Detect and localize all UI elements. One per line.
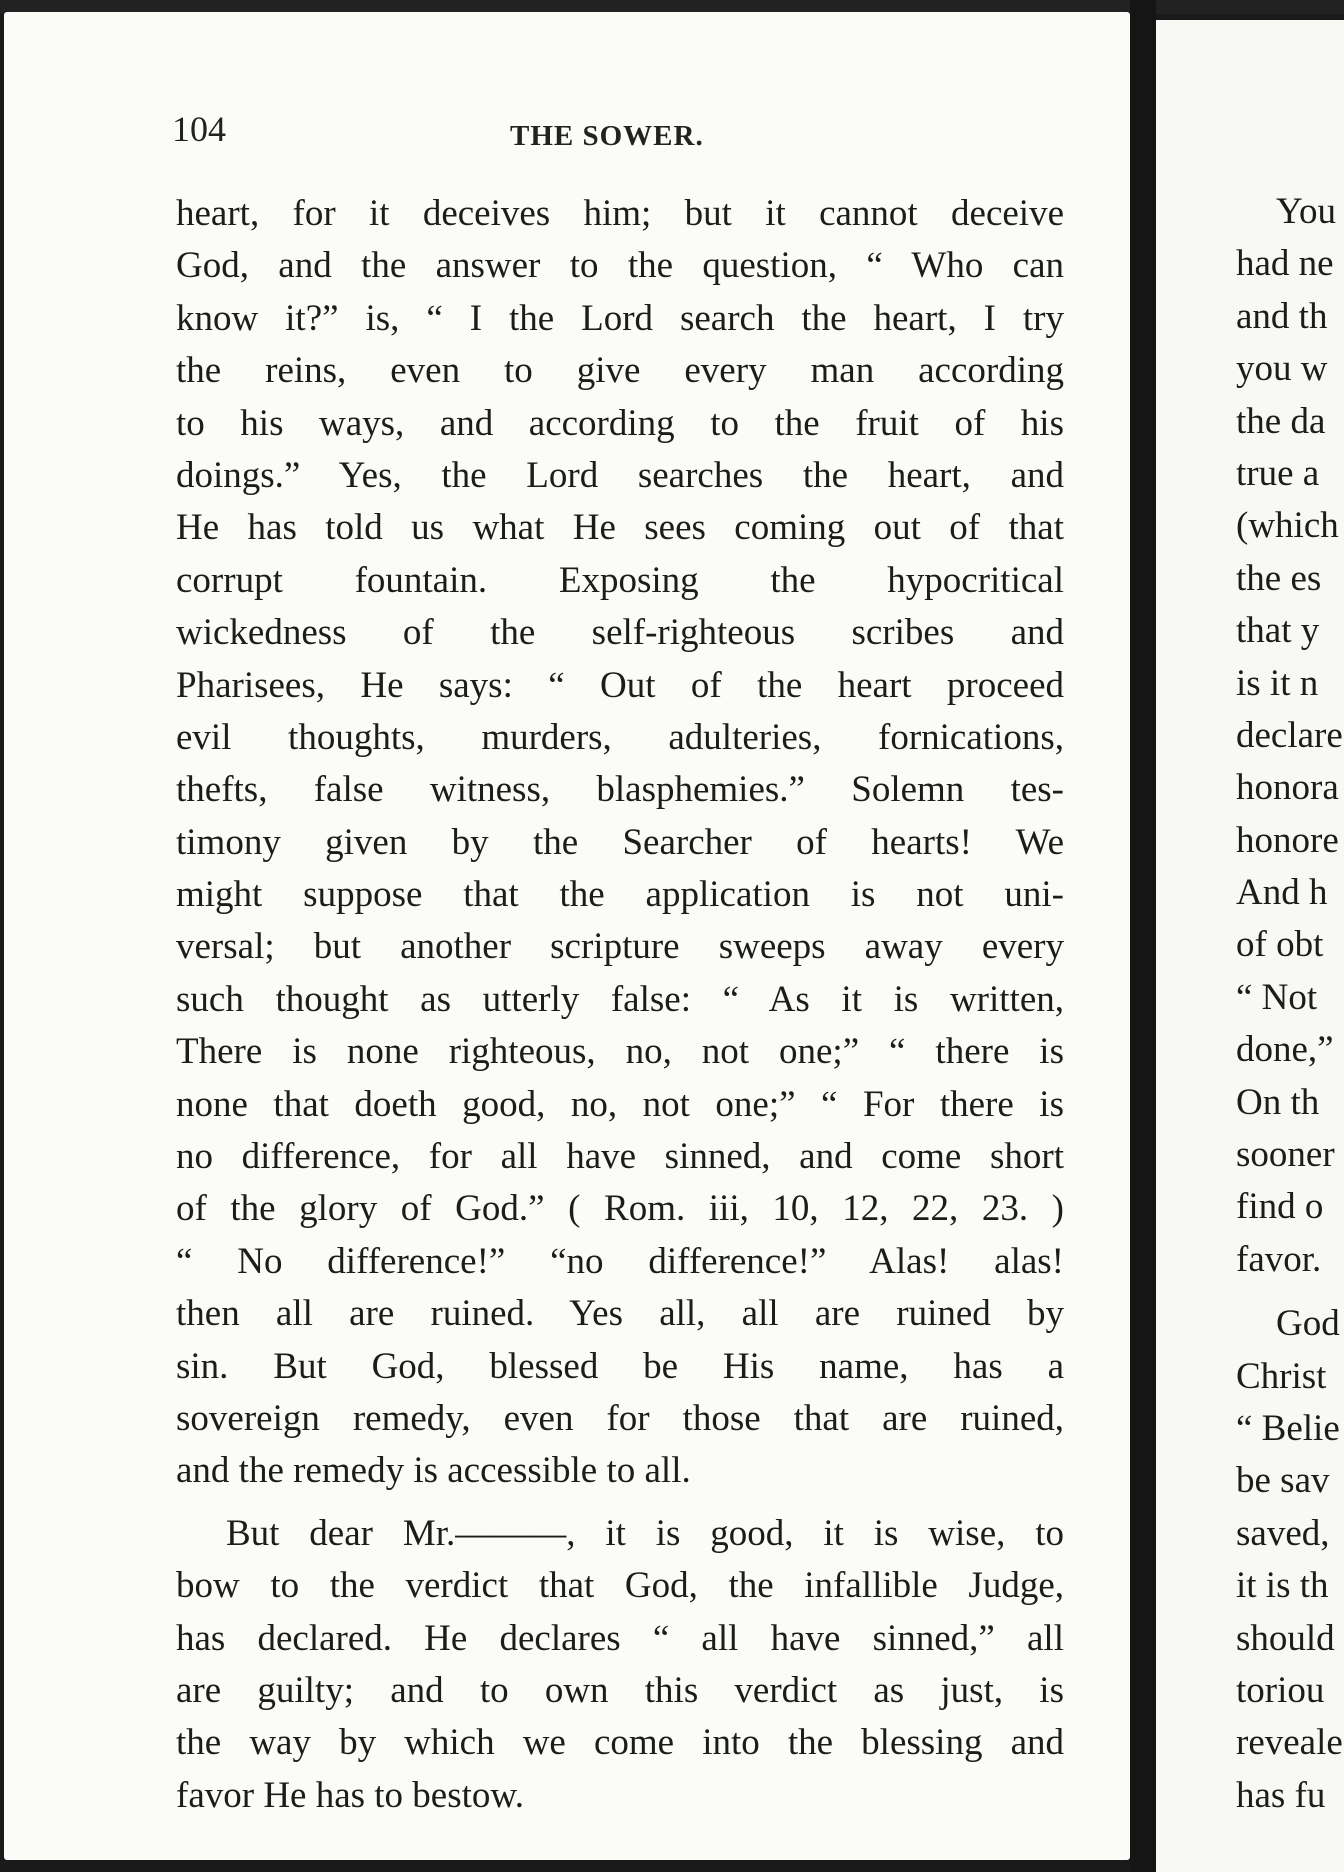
- text-line: But dear Mr.———, it is good, it is wise, to: [226, 1512, 1064, 1554]
- text-line: the way by which we come into the blessing and: [176, 1722, 1064, 1764]
- text-line: timony given by the Searcher of hearts! We: [176, 821, 1064, 863]
- text-line: bow to the verdict that God, the infallible Judge,: [176, 1565, 1064, 1607]
- paragraph-2: [176, 1508, 1064, 1822]
- text-line: then all are ruined. Yes all, all are ruined by: [176, 1293, 1064, 1335]
- running-head: THE SOWER.: [510, 120, 704, 152]
- text-line: has fu: [1236, 1774, 1326, 1816]
- text-line: sin. But God, blessed be His name, has a: [176, 1345, 1064, 1387]
- text-line: heart, for it deceives him; but it cannot deceive: [176, 193, 1064, 234]
- text-line: of obt: [1236, 924, 1324, 966]
- book-gutter: [1130, 0, 1156, 1872]
- text-line: Christ: [1236, 1355, 1327, 1397]
- text-line: honore: [1236, 819, 1339, 861]
- paragraph-1: [176, 188, 1064, 1498]
- text-line: to his ways, and according to the fruit of his: [176, 402, 1064, 444]
- text-line: “ Belie: [1236, 1407, 1340, 1449]
- text-line: God, and the answer to the question, “ Who can: [176, 245, 1064, 287]
- text-line: find o: [1236, 1186, 1324, 1228]
- right-page-body: [1236, 186, 1344, 1822]
- text-line: should: [1236, 1617, 1335, 1659]
- text-line: and the remedy is accessible to all.: [176, 1450, 691, 1492]
- text-line: you w: [1236, 348, 1328, 390]
- text-line: doings.” Yes, the Lord searches the heart, and: [176, 454, 1064, 496]
- right-paragraph-1: [1236, 186, 1344, 1286]
- text-line: sooner: [1236, 1134, 1335, 1176]
- page-number: 104: [172, 109, 226, 149]
- text-line: had ne: [1236, 243, 1334, 285]
- text-line: God: [1276, 1303, 1340, 1345]
- text-line: none that doeth good, no, not one;” “ For there is: [176, 1083, 1064, 1125]
- text-line: corrupt fountain. Exposing the hypocritical: [176, 559, 1064, 601]
- text-line: and th: [1236, 295, 1328, 337]
- text-line: He has told us what He sees coming out of that: [176, 507, 1064, 549]
- text-line: sovereign remedy, even for those that are ruined,: [176, 1397, 1064, 1439]
- text-line: done,”: [1236, 1029, 1334, 1071]
- text-line: versal; but another scripture sweeps away every: [176, 926, 1064, 968]
- text-line: the es: [1236, 557, 1322, 599]
- text-line: thefts, false witness, blasphemies.” Solemn tes-: [176, 769, 1064, 811]
- text-line: You: [1276, 191, 1337, 232]
- text-line: “ Not: [1236, 976, 1318, 1018]
- text-line: And h: [1236, 872, 1328, 914]
- text-line: the reins, even to give every man according: [176, 350, 1064, 392]
- text-line: it is th: [1236, 1565, 1329, 1607]
- text-line: saved,: [1236, 1512, 1330, 1554]
- text-line: know it?” is, “ I the Lord search the heart, I try: [176, 297, 1064, 339]
- text-line: favor.: [1236, 1238, 1322, 1280]
- text-line: reveale: [1236, 1722, 1343, 1764]
- text-line: On th: [1236, 1081, 1320, 1123]
- text-line: “ No difference!” “no difference!” Alas! alas!: [176, 1240, 1064, 1282]
- text-line: are guilty; and to own this verdict as just, is: [176, 1669, 1064, 1711]
- text-line: be sav: [1236, 1460, 1330, 1502]
- text-line: of the glory of God.” ( Rom. iii, 10, 12, 22, 23. ): [176, 1188, 1064, 1230]
- text-line: There is none righteous, no, not one;” “ there is: [176, 1031, 1064, 1073]
- right-paragraph-2: [1236, 1298, 1344, 1822]
- text-line: such thought as utterly false: “ As it is written,: [176, 978, 1064, 1020]
- text-line: wickedness of the self-righteous scribes and: [176, 612, 1064, 654]
- text-line: Pharisees, He says: “ Out of the heart proceed: [176, 664, 1064, 706]
- text-line: (which: [1236, 505, 1339, 547]
- text-line: might suppose that the application is not uni-: [176, 874, 1064, 916]
- text-line: evil thoughts, murders, adulteries, fornications,: [176, 716, 1064, 758]
- text-line: honora: [1236, 767, 1339, 809]
- text-line: has declared. He declares “ all have sinned,” all: [176, 1617, 1064, 1659]
- text-line: true a: [1236, 452, 1320, 494]
- text-line: that y: [1236, 610, 1320, 652]
- text-line: toriou: [1236, 1669, 1325, 1711]
- text-line: is it n: [1236, 662, 1319, 704]
- text-line: no difference, for all have sinned, and come short: [176, 1136, 1064, 1178]
- left-page-body: [176, 188, 1064, 1822]
- text-line: declare: [1236, 714, 1343, 756]
- text-line: the da: [1236, 400, 1326, 442]
- text-line: favor He has to bestow.: [176, 1774, 524, 1816]
